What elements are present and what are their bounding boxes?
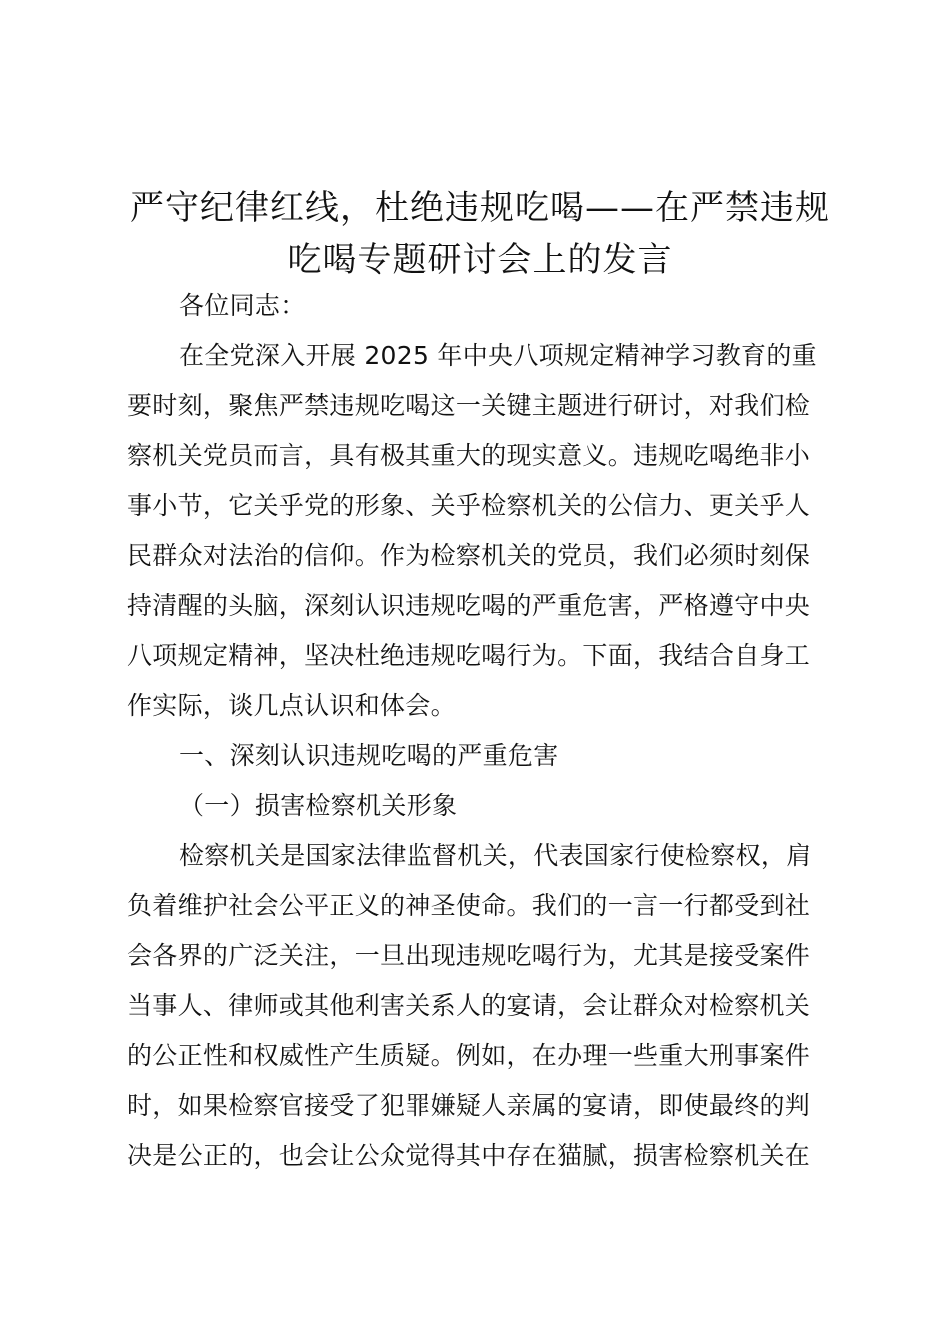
greeting: 各位同志： [179, 291, 306, 320]
paragraph-1-line: 察机关党员而言，具有极其重大的现实意义。违规吃喝绝非小 [127, 441, 811, 470]
subsection-heading: （一）损害检察机关形象 [179, 791, 458, 820]
paragraph-1-line: 八项规定精神，坚决杜绝违规吃喝行为。下面，我结合自身工 [127, 641, 811, 670]
paragraph-2-line: 检察机关是国家法律监督机关，代表国家行使检察权，肩 [179, 841, 812, 870]
paragraph-2-line: 会各界的广泛关注，一旦出现违规吃喝行为，尤其是接受案件 [127, 941, 811, 970]
section-heading: 一、深刻认识违规吃喝的严重危害 [179, 741, 559, 770]
paragraph-2-line: 时，如果检察官接受了犯罪嫌疑人亲属的宴请，即使最终的判 [127, 1091, 811, 1120]
document-title-line-2: 吃喝专题研讨会上的发言 [287, 240, 673, 280]
paragraph-1-line: 民群众对法治的信仰。作为检察机关的党员，我们必须时刻保 [127, 541, 811, 570]
paragraph-1-line: 持清醒的头脑，深刻认识违规吃喝的严重危害，严格遵守中央 [127, 591, 811, 620]
paragraph-2-line: 决是公正的，也会让公众觉得其中存在猫腻，损害检察机关在 [127, 1141, 811, 1170]
paragraph-2-line: 负着维护社会公平正义的神圣使命。我们的一言一行都受到社 [127, 891, 811, 920]
paragraph-1-line: 在全党深入开展 2025 年中央八项规定精神学习教育的重 [179, 341, 817, 370]
paragraph-2-line: 当事人、律师或其他利害关系人的宴请，会让群众对检察机关 [127, 991, 811, 1020]
paragraph-1-line: 作实际，谈几点认识和体会。 [127, 691, 456, 720]
document-title-line-1: 严守纪律红线，杜绝违规吃喝——在严禁违规 [130, 188, 830, 228]
paragraph-1-line: 要时刻，聚焦严禁违规吃喝这一关键主题进行研讨，对我们检 [127, 391, 811, 420]
paragraph-2-line: 的公正性和权威性产生质疑。例如，在办理一些重大刑事案件 [127, 1041, 811, 1070]
paragraph-1-line: 事小节，它关乎党的形象、关乎检察机关的公信力、更关乎人 [127, 491, 811, 520]
